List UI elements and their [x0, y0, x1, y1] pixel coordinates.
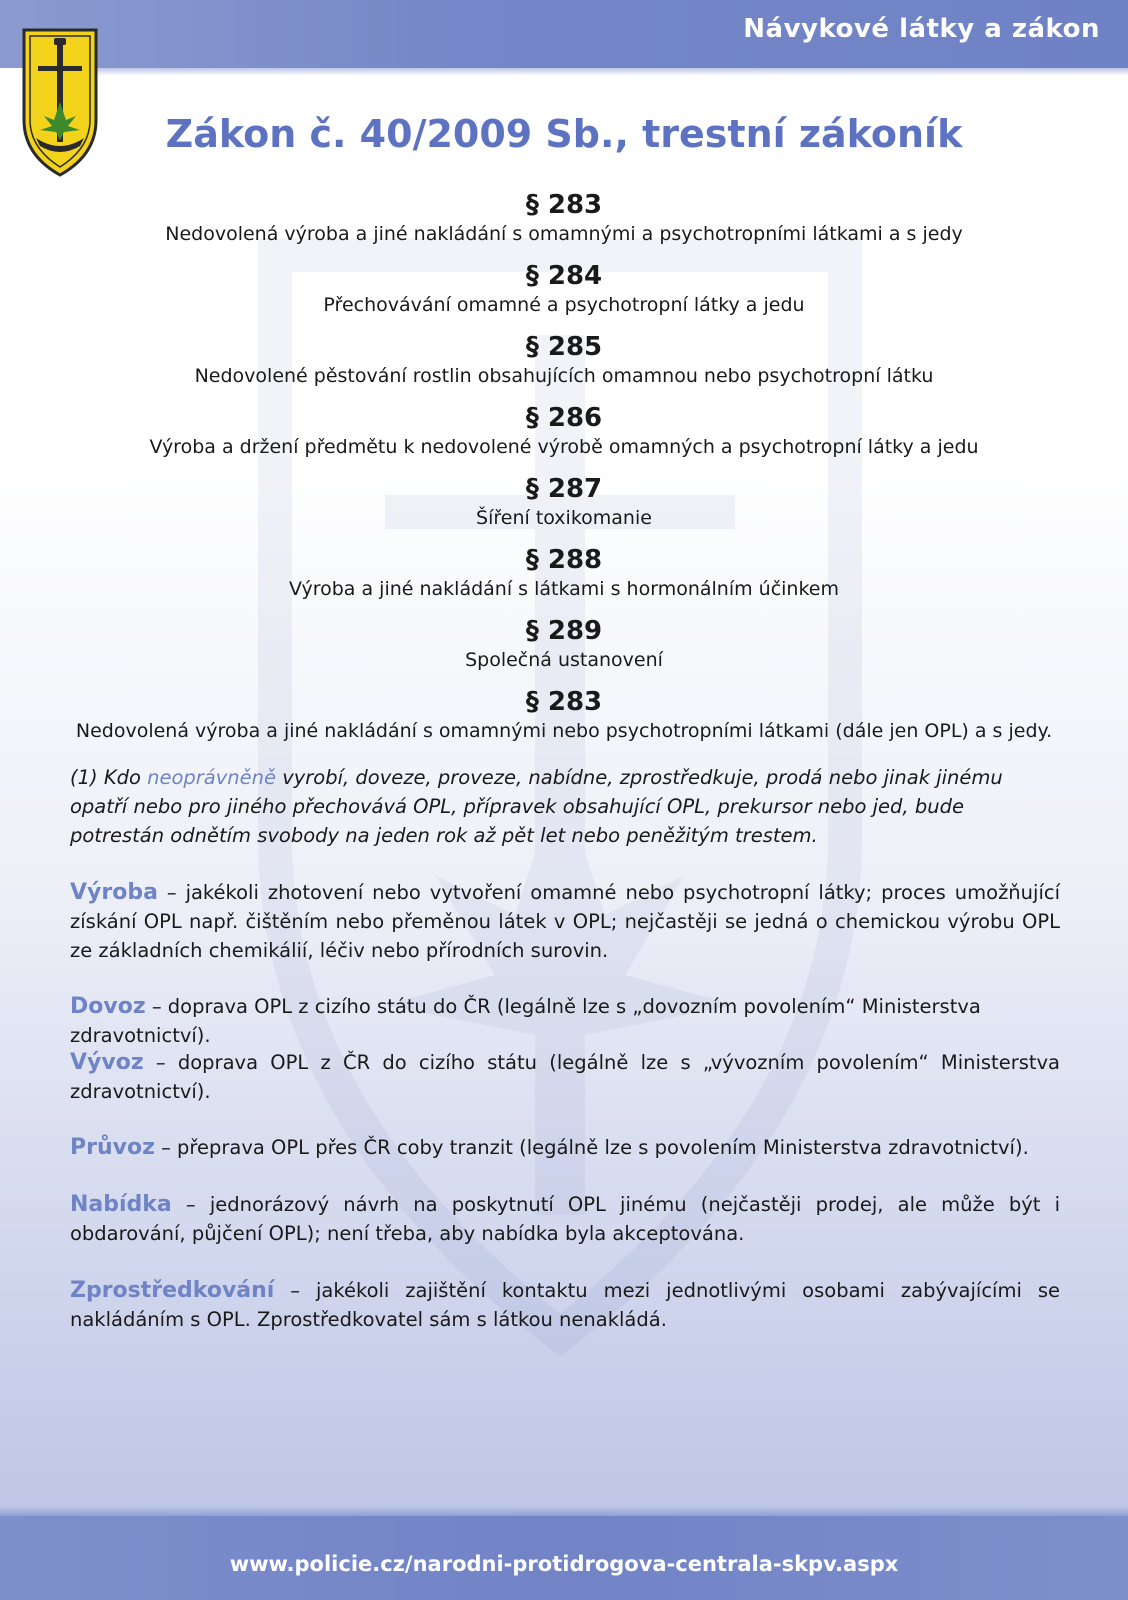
section-item	[0, 545, 1128, 616]
definition-pruvoz	[70, 1133, 1060, 1162]
definition-zprostredkovani	[70, 1276, 1060, 1334]
definition-term: Zprostředkování	[70, 1278, 275, 1303]
header-title: Návykové látky a zákon	[743, 14, 1100, 44]
definition-term: Nabídka	[70, 1192, 172, 1217]
section-number: § 289	[525, 616, 603, 646]
definition-nabidka	[70, 1190, 1060, 1248]
definition-dovoz	[70, 992, 1060, 1050]
definition-term: Vývoz	[70, 1050, 144, 1075]
section-name: Šíření toxikomanie	[476, 507, 652, 529]
section-name: Nedovolené pěstování rostlin obsahujících omamnou nebo psychotropní látku	[194, 365, 934, 387]
header-bar	[0, 0, 1128, 68]
definition-text: – jakékoli zhotovení nebo vytvoření omamné nebo psychotropní látky; proces umožňující získání OPL např. čištěním nebo přeměnou látek v OPL; nejčastěji se jedná o chemickou výrobu OPL ze základních chemikálií, léčiv nebo přírodních surovin.	[70, 881, 1060, 962]
section-number: § 283	[525, 687, 603, 717]
definition-term: Průvoz	[70, 1135, 155, 1160]
section-name: Přechovávání omamné a psychotropní látky a jedu	[323, 294, 805, 316]
section-name: Výroba a jiné nakládání s látkami s hormonálním účinkem	[288, 578, 839, 600]
section-name: Společná ustanovení	[465, 649, 663, 671]
section-item	[0, 261, 1128, 332]
definition-term: Výroba	[70, 880, 158, 905]
definition-vyroba	[70, 878, 1060, 965]
section-number: § 288	[525, 545, 603, 575]
section-name: Nedovolená výroba a jiné nakládání s omamnými nebo psychotropními látkami (dále jen OPL) a s jedy.	[75, 720, 1053, 742]
section-number: § 284	[525, 261, 603, 291]
definition-term: Dovoz	[70, 994, 146, 1019]
definition-text: – doprava OPL z cizího státu do ČR (legálně lze s „dovozním povolením“ Ministerstva zdravotnictví).	[70, 995, 981, 1047]
paragraph-1	[70, 763, 1060, 850]
paragraph-1-lead: (1) Kdo	[70, 766, 148, 789]
paragraph-1-text: vyrobí, doveze, proveze, nabídne, zprostředkuje, prodá nebo jinak jinému opatří nebo pro jiného přechovává OPL, přípravek obsahující OPL, prekursor nebo jed, bude potrestán odnětím svobody na jeden rok až pět let nebo peněžitým trestem.	[70, 766, 1003, 847]
section-item	[0, 332, 1128, 403]
section-number: § 287	[525, 474, 603, 504]
section-number: § 286	[525, 403, 603, 433]
section-name: Nedovolená výroba a jiné nakládání s omamnými a psychotropními látkami a s jedy	[165, 223, 963, 245]
section-number: § 283	[525, 190, 603, 220]
definition-text: – jednorázový návrh na poskytnutí OPL jinému (nejčastěji prodej, ale může být i obdarování, půjčení OPL); není třeba, aby nabídka byla akceptována.	[70, 1193, 1060, 1245]
definition-vyvoz	[70, 1048, 1060, 1106]
page-title: Zákon č. 40/2009 Sb., trestní zákoník	[165, 112, 963, 156]
definition-text: – jakékoli zajištění kontaktu mezi jednotlivými osobami zabývajícími se nakládáním s OPL. Zprostředkovatel sám s látkou nenakládá.	[70, 1279, 1060, 1331]
definition-text: – přeprava OPL přes ČR coby tranzit (legálně lze s povolením Ministerstva zdravotnictví).	[154, 1136, 1029, 1159]
sections-list	[0, 190, 1128, 758]
section-number: § 285	[525, 332, 603, 362]
section-name: Výroba a držení předmětu k nedovolené výrobě omamných a psychotropní látky a jedu	[149, 436, 979, 458]
police-emblem-icon	[20, 20, 100, 180]
highlight-unauthorized: neoprávněně	[147, 766, 277, 789]
section-item	[0, 687, 1128, 758]
section-item	[0, 403, 1128, 474]
section-item	[0, 190, 1128, 261]
footer-url: www.policie.cz/narodni-protidrogova-centrala-skpv.aspx	[229, 1552, 899, 1576]
section-item	[0, 474, 1128, 545]
section-item	[0, 616, 1128, 687]
definition-text: – doprava OPL z ČR do cizího státu (legálně lze s „vývozním povolením“ Ministerstva zdravotnictví).	[70, 1051, 1060, 1103]
